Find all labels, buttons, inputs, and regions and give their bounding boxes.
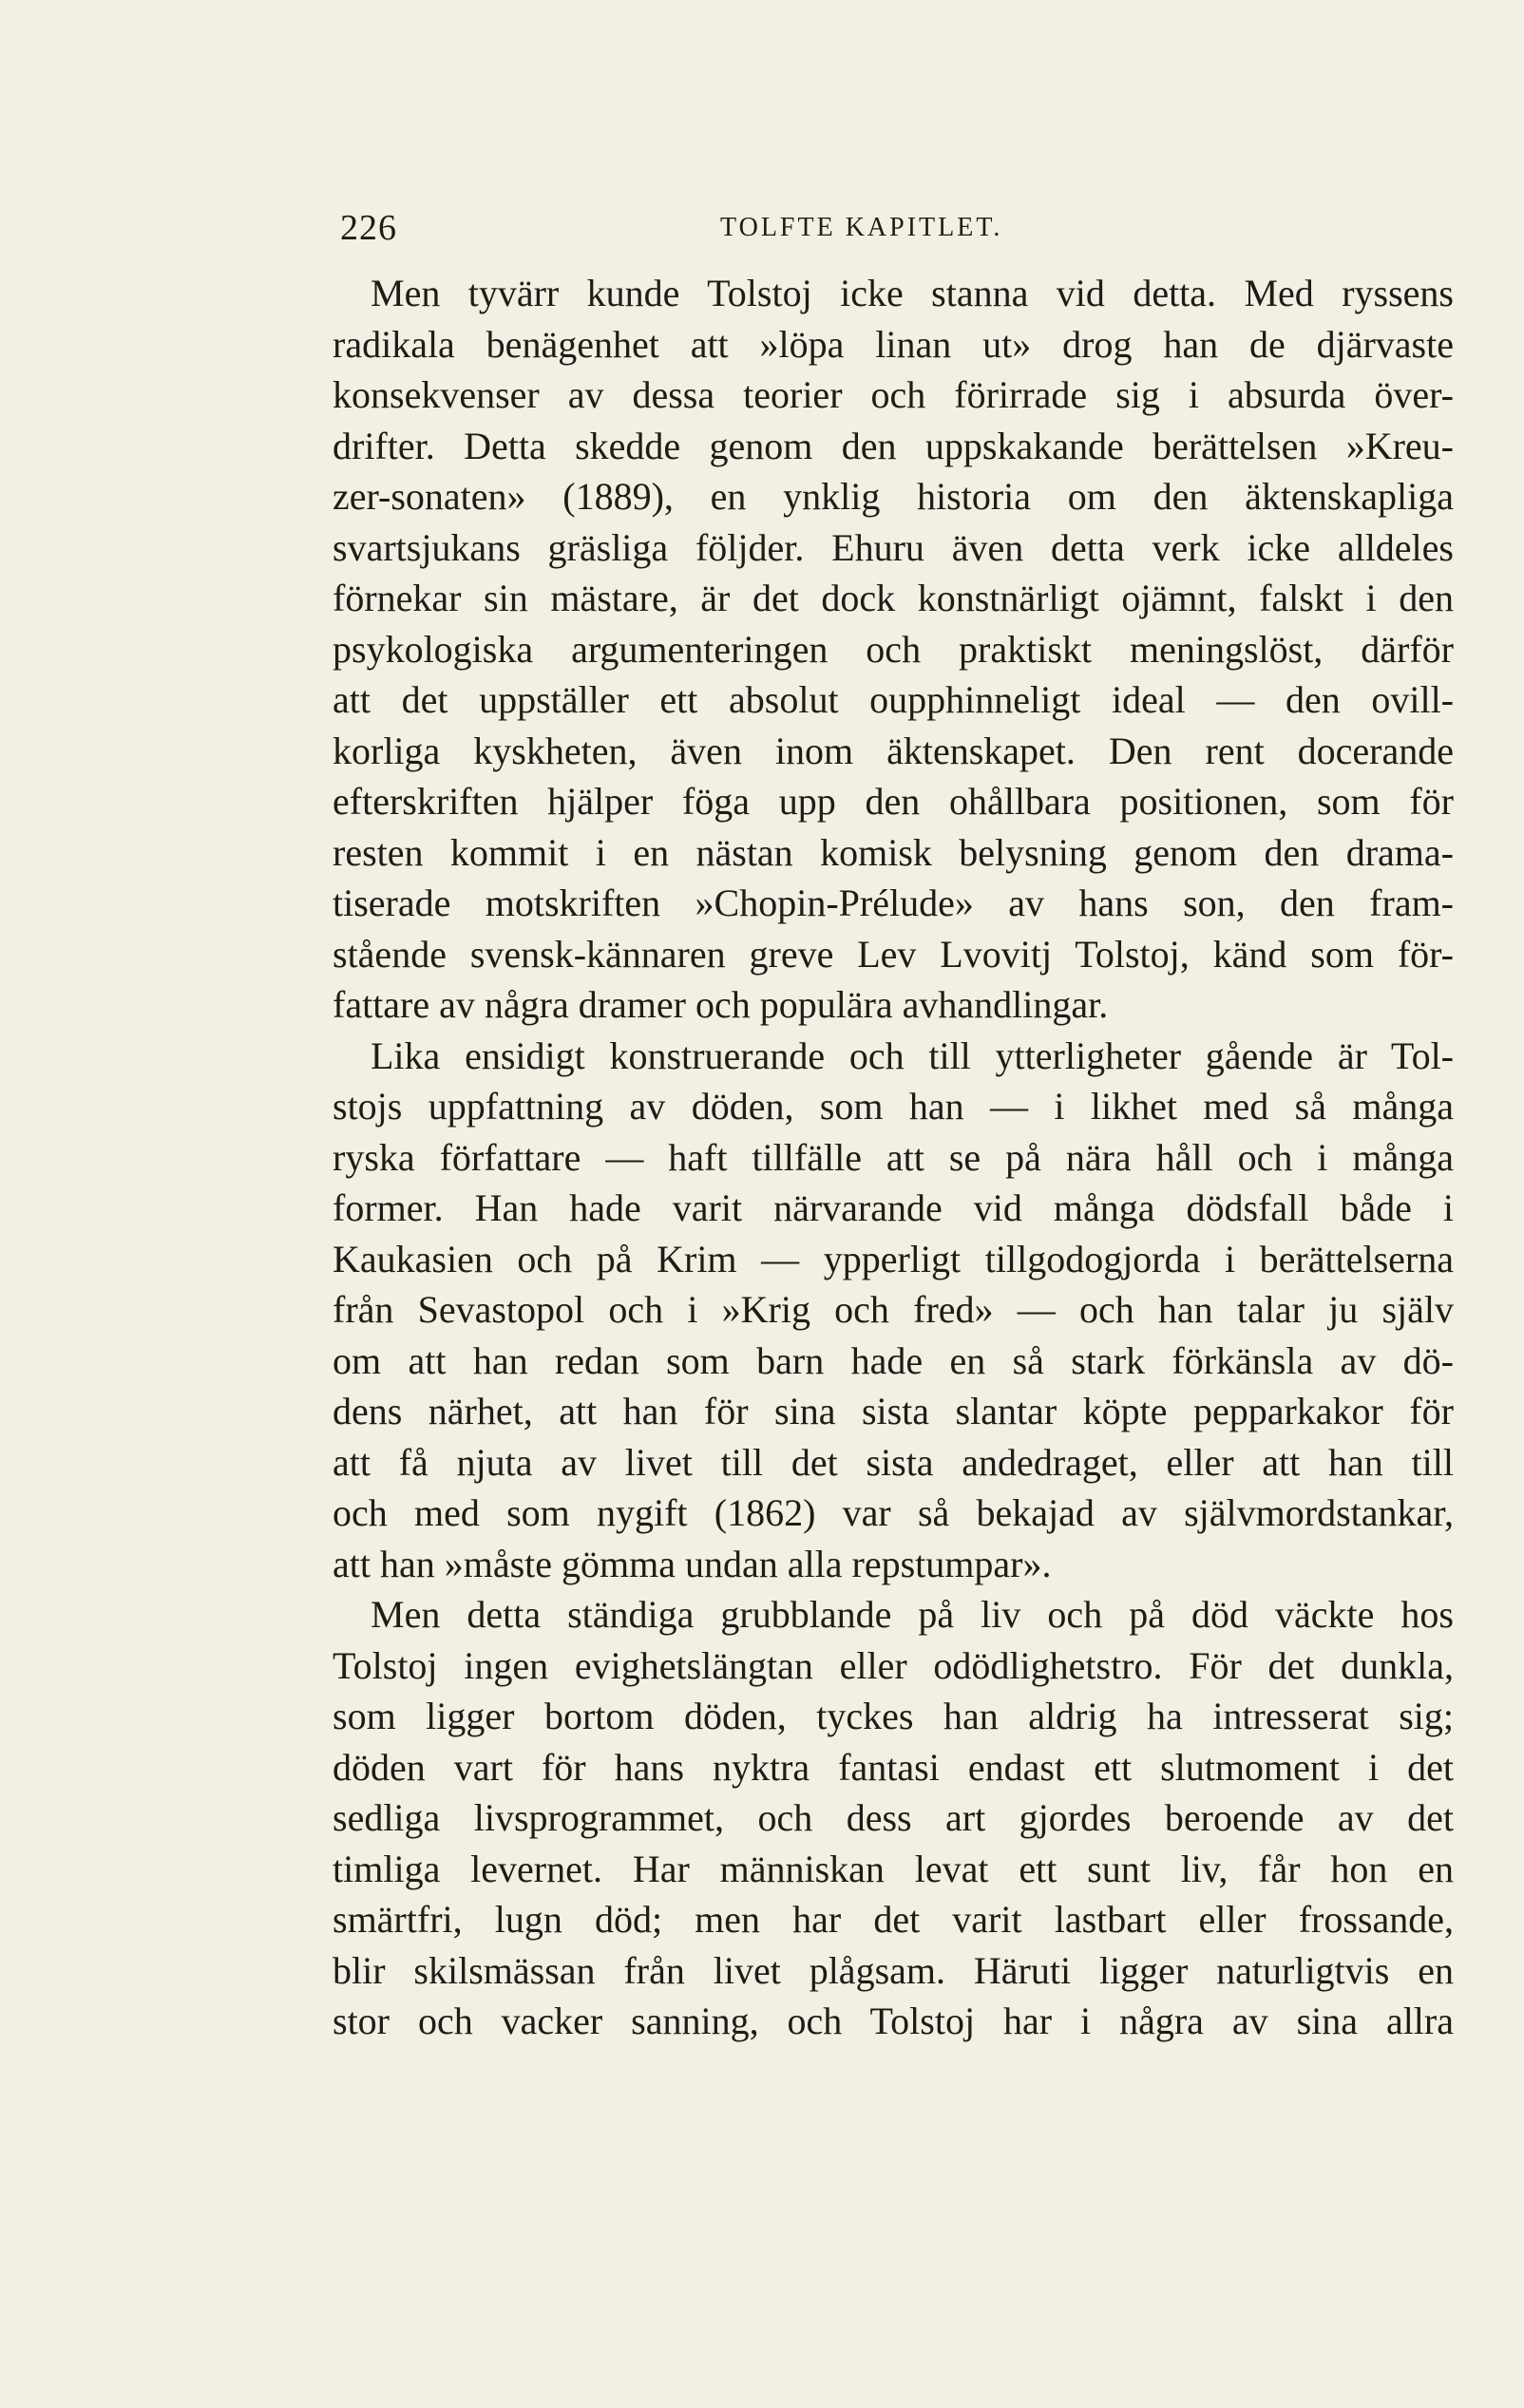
text-line: att få njuta av livet till det sista andedraget, eller att han till xyxy=(333,1440,1454,1484)
text-line: sedliga livsprogrammet, och dess art gjordes beroende av det xyxy=(333,1796,1454,1839)
text-line: fattare av några dramer och populära avhandlingar. xyxy=(333,983,1109,1026)
text-line: efterskriften hjälper föga upp den ohållbara positionen, som för xyxy=(333,780,1454,823)
paragraph xyxy=(333,1031,1454,1590)
text-line: svartsjukans gräsliga följder. Ehuru även detta verk icke alldeles xyxy=(333,525,1454,569)
text-line: ryska författare — haft tillfälle att se på nära håll och i många xyxy=(333,1135,1454,1179)
text-line: förnekar sin mästare, är det dock konstnärligt ojämnt, falskt i den xyxy=(333,577,1454,619)
running-head: TOLFTE KAPITLET. xyxy=(720,213,1003,242)
text-line: dens närhet, att han för sina sista slantar köpte pepparkakor för xyxy=(333,1390,1454,1432)
text-line: döden vart för hans nyktra fantasi endast ett slutmoment i det xyxy=(333,1745,1454,1789)
text-line: Kaukasien och på Krim — ypperligt tillgodogjorda i berättelserna xyxy=(333,1237,1454,1280)
text-line: stående svensk-kännaren greve Lev Lvovitj Tolstoj, känd som för- xyxy=(333,932,1454,976)
text-line: stojs uppfattning av döden, som han — i likhet med så många xyxy=(333,1085,1454,1128)
text-line: former. Han hade varit närvarande vid många dödsfall både i xyxy=(333,1186,1454,1229)
text-line: Tolstoj ingen evighetslängtan eller odödlighetstro. För det dunkla, xyxy=(333,1643,1454,1687)
text-line: smärtfri, lugn död; men har det varit lastbart eller frossande, xyxy=(333,1898,1454,1941)
text-line: radikala benägenhet att »löpa linan ut» drog han de djärvaste xyxy=(333,322,1454,366)
text-line: korliga kyskheten, även inom äktenskapet. Den rent docerande xyxy=(333,729,1454,772)
paragraph xyxy=(333,1589,1454,2047)
text-line: och med som nygift (1862) var så bekajad av självmordstankar, xyxy=(333,1491,1454,1534)
text-line: från Sevastopol och i »Krig och fred» — och han talar ju själv xyxy=(333,1288,1454,1331)
text-line: Men detta ständiga grubblande på liv och på död väckte hos xyxy=(371,1593,1454,1636)
paragraph xyxy=(333,268,1454,1031)
text-line: att det uppställer ett absolut oupphinneligt ideal — den ovill- xyxy=(333,678,1454,721)
text-line: Men tyvärr kunde Tolstoj icke stanna vid detta. Med ryssens xyxy=(371,272,1454,314)
text-line: Lika ensidigt konstruerande och till ytterligheter gående är Tol- xyxy=(371,1033,1454,1077)
page-header xyxy=(340,207,1461,255)
text-line: om att han redan som barn hade en så stark förkänsla av dö- xyxy=(333,1338,1454,1382)
text-line: att han »måste gömma undan alla repstumpar». xyxy=(333,1542,1052,1585)
body-text xyxy=(333,268,1454,2047)
text-line: blir skilsmässan från livet plågsam. Häruti ligger naturligtvis en xyxy=(333,1948,1454,1992)
text-line: som ligger bortom döden, tyckes han aldrig ha intresserat sig; xyxy=(333,1695,1454,1737)
text-line: timliga levernet. Har människan levat ett sunt liv, får hon en xyxy=(333,1847,1454,1890)
text-line: resten kommit i en nästan komisk belysning genom den drama- xyxy=(333,830,1454,874)
text-line: psykologiska argumenteringen och praktiskt meningslöst, därför xyxy=(333,627,1454,671)
page-number: 226 xyxy=(340,208,397,248)
text-line: tiserade motskriften »Chopin-Prélude» av hans son, den fram- xyxy=(333,882,1454,924)
text-line: konsekvenser av dessa teorier och förirrade sig i absurda över- xyxy=(333,373,1454,416)
text-line: stor och vacker sanning, och Tolstoj har i några av sina allra xyxy=(333,2000,1454,2042)
text-line: drifter. Detta skedde genom den uppskakande berättelsen »Kreu- xyxy=(333,424,1454,467)
text-line: zer-sonaten» (1889), en ynklig historia om den äktenskapliga xyxy=(333,475,1454,518)
